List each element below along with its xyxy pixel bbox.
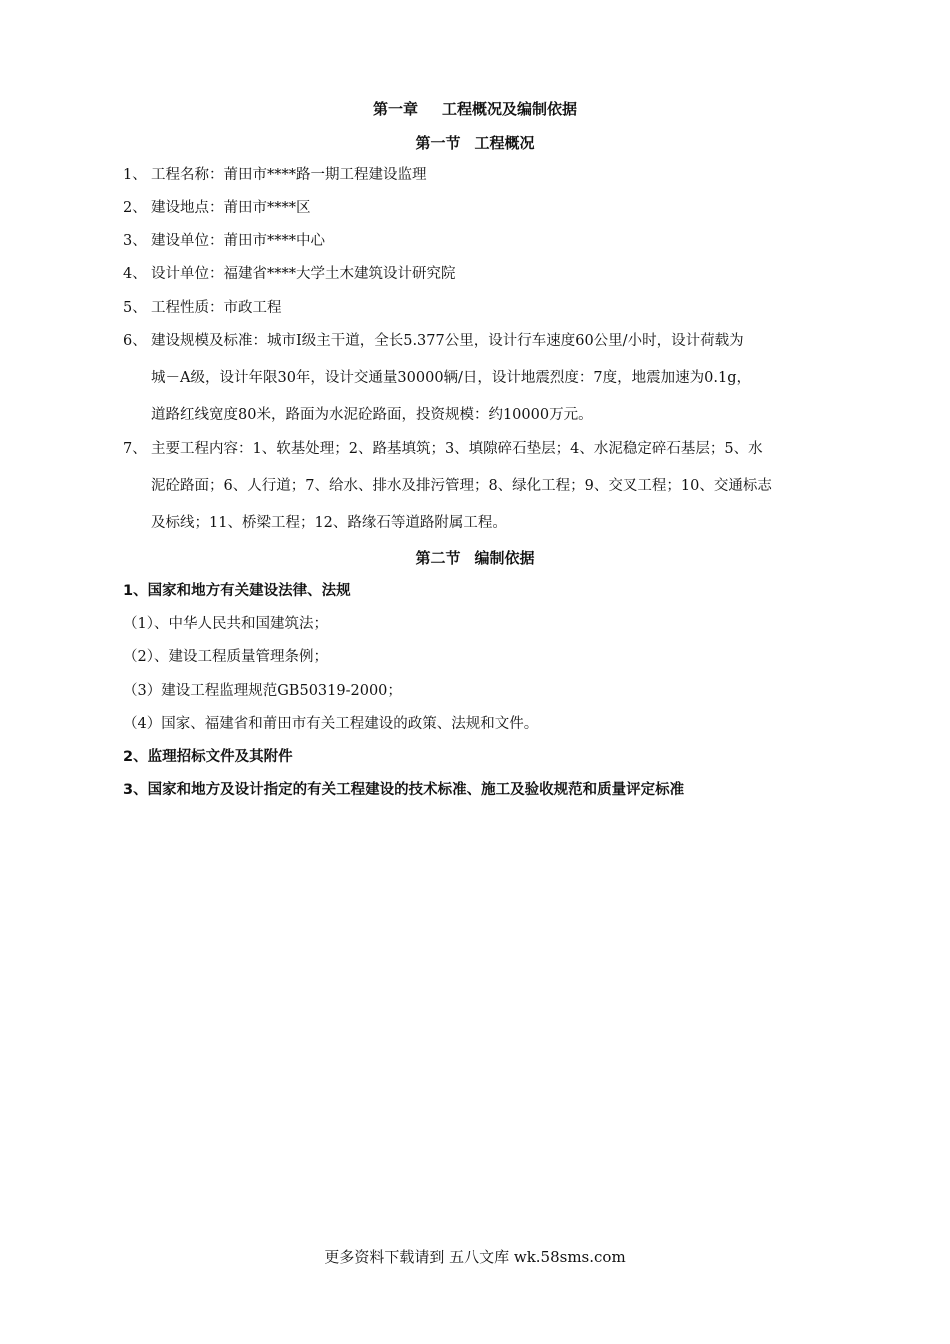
section-number: 第一节 — [415, 134, 461, 152]
paragraph-line: 道路红线宽度80米，路面为水泥砼路面，投资规模：约10000万元。 — [151, 407, 593, 423]
chapter-heading — [0, 98, 950, 119]
chapter-title: 工程概况及编制依据 — [442, 100, 578, 118]
basis-heading-3: 3、国家和地方及设计指定的有关工程建设的技术标准、施工及验收规范和质量评定标准 — [123, 782, 685, 798]
section-heading-1 — [0, 132, 950, 153]
basis-heading-2: 2、监理招标文件及其附件 — [123, 749, 293, 765]
chapter-number: 第一章 — [372, 100, 418, 118]
basis-sub-item: （4）国家、福建省和莆田市有关工程建设的政策、法规和文件。 — [123, 716, 539, 732]
basis-sub-item: （2）、建设工程质量管理条例； — [123, 649, 328, 665]
section-heading-2 — [0, 547, 950, 568]
basis-sub-item: （1）、中华人民共和国建筑法； — [123, 616, 328, 632]
section-title: 工程概况 — [474, 134, 535, 152]
footer-text: 更多资料下载请到 五八文库 wk.58sms.com — [324, 1248, 626, 1266]
section-number: 第二节 — [415, 549, 461, 567]
section-title: 编制依据 — [474, 549, 535, 567]
paragraph-line: 泥砼路面；6、人行道；7、给水、排水及排污管理；8、绿化工程；9、交叉工程；10、交通标志 — [151, 478, 772, 494]
paragraph-line: 主要工程内容：1、软基处理；2、路基填筑；3、填隙碎石垫层；4、水泥稳定碎石基层；5、水 — [151, 441, 763, 457]
paragraph-line: 建设规模及标准：城市Ⅰ级主干道，全长5.377公里，设计行车速度60公里/小时，设计荷载为 — [151, 333, 744, 349]
paragraph-line: 城－A级，设计年限30年，设计交通量30000辆/日，设计地震烈度：7度，地震加速为0.1g， — [151, 370, 751, 386]
basis-heading-1: 1、国家和地方有关建设法律、法规 — [123, 583, 351, 599]
paragraph-line: 及标线；11、桥梁工程；12、路缘石等道路附属工程。 — [151, 515, 507, 531]
basis-sub-item: （3）建设工程监理规范GB50319-2000； — [123, 683, 402, 699]
document-page: 第一章 工程概况及编制依据 第一节 工程概况 1、 工程名称：莆田市****路一期工程建设监理 2、 建设地点：莆田市****区 3、 建设单位：莆田市****中心 4、 设计单位：福建省****大学土木建筑设计研究院 5、 工程性质：市政工程 6、 建设规模及标准：城市Ⅰ级主干道，全长5.377公里，设计行车速度60公里/小时，设计荷载为 城－A级，设计年限30年，设计交通量30000辆/日，设计地震烈度：7度，地震加速为0.1g， 道路红线宽度80米，路面为水泥砼路面，投资规模：约10000万元。 7、 主要工程内容：1、软基处理；2、路基填筑；3、填隙碎石垫层；4、水泥稳定碎石基层；5、水 泥砼路面；6、人行道；7、给水、排水及排污管理；8、绿化工程；9、交叉工程；10、交通标志 及标线；11、桥梁工程；12、路缘石等道路附属工程。 第二节 编制依据 1、国家和地方有关建设法律、法规 （1）、中华人民共和国建筑法； （2）、建设工程质量管理条例； （3）建设工程监理规范GB50319-2000； （4）国家、福建省和莆田市有关工程建设的政策、法规和文件。 2、监理招标文件及其附件 3、国家和地方及设计指定的有关工程建设的技术标准、施工及验收规范和质量评定标准 更多资料下载请到 五八文库 wk.58sms.com — [0, 0, 950, 1344]
